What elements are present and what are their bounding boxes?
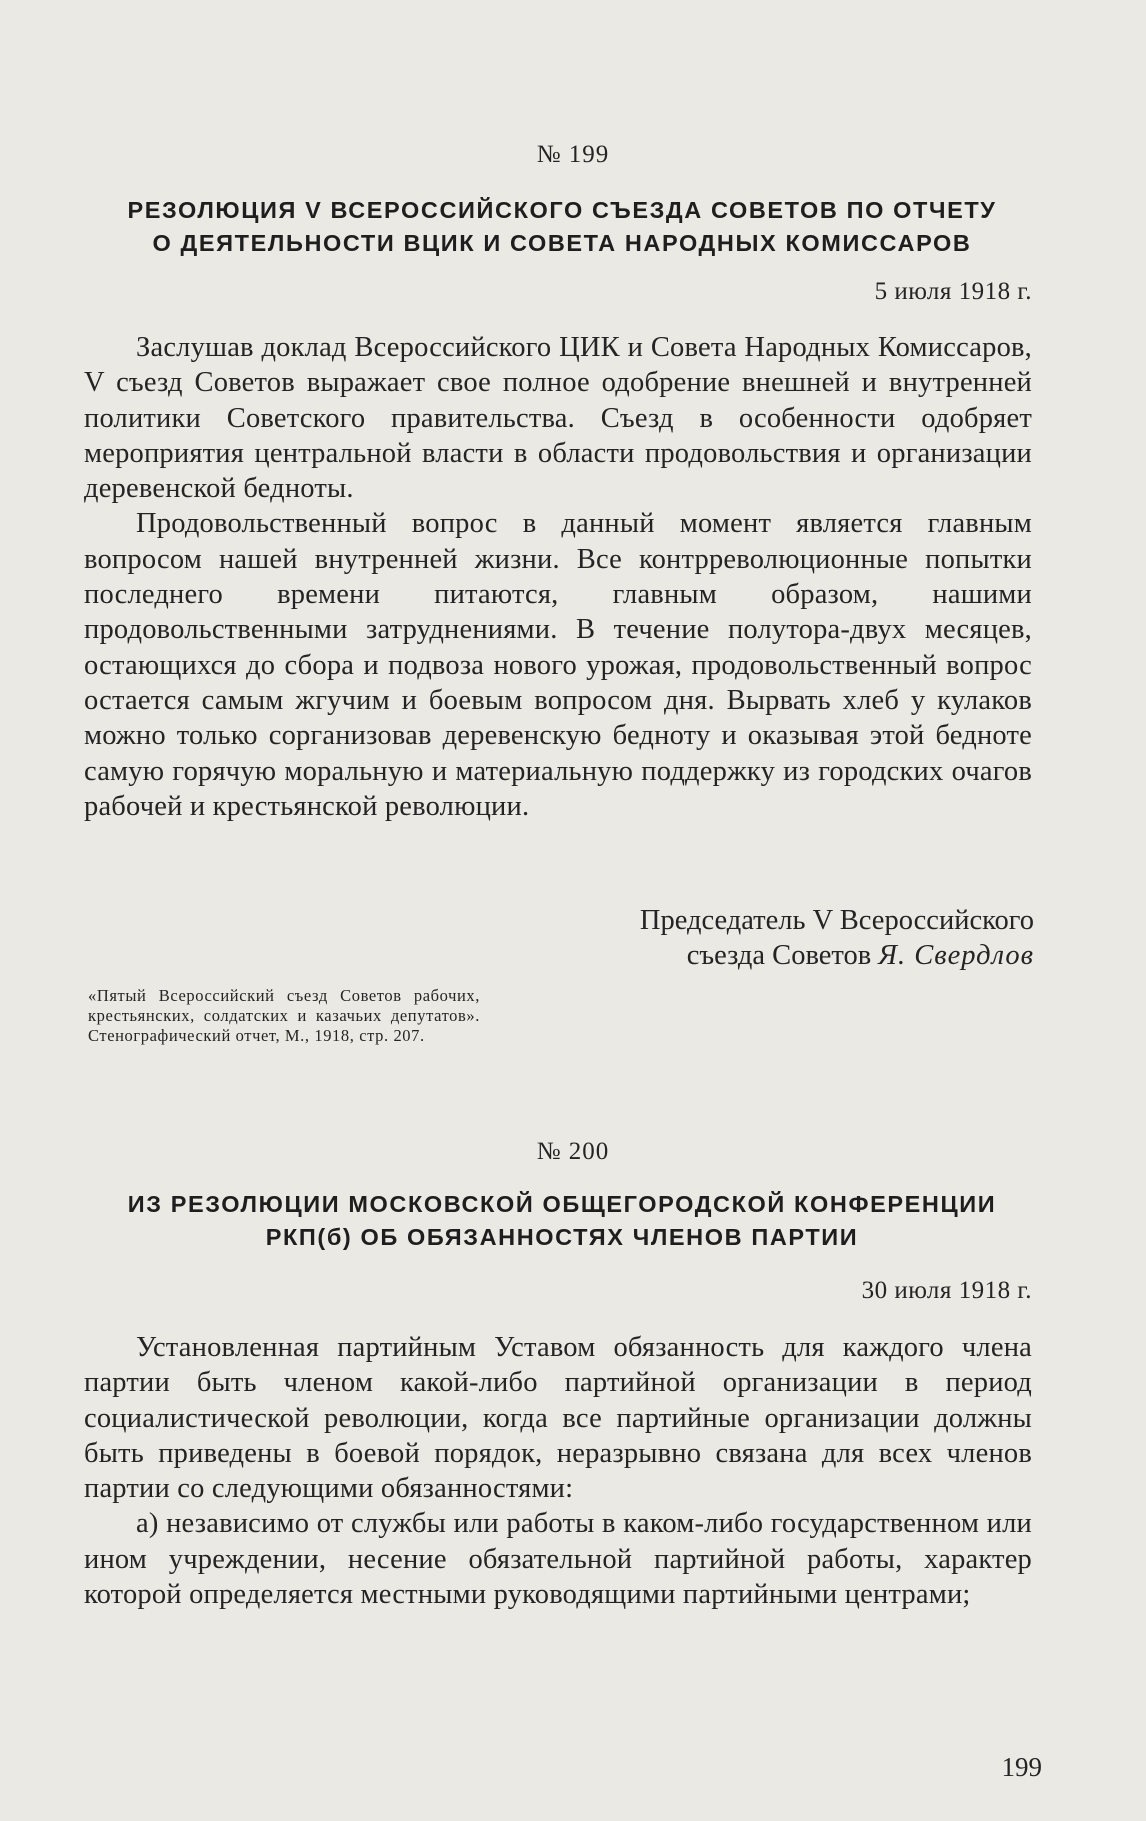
title-line: РКП(б) ОБ ОБЯЗАННОСТЯХ ЧЛЕНОВ ПАРТИИ xyxy=(265,1224,859,1250)
document-date: 5 июля 1918 г. xyxy=(874,278,1032,305)
document-title xyxy=(84,1188,1040,1254)
signature-title: Председатель V Всероссийского xyxy=(639,905,1034,936)
page-number: 199 xyxy=(1001,1752,1042,1782)
document-title xyxy=(84,194,1040,260)
title-line: ИЗ РЕЗОЛЮЦИИ МОСКОВСКОЙ ОБЩЕГОРОДСКОЙ КОНФЕРЕНЦИИ xyxy=(127,1191,997,1217)
title-line: О ДЕЯТЕЛЬНОСТИ ВЦИК И СОВЕТА НАРОДНЫХ КОМИССАРОВ xyxy=(152,230,972,256)
paragraph: а) независимо от службы или работы в каком-либо государственном или ином учреждении, несение обязательной партийной работы, характер которой определяется местными руководящими партийными центрами; xyxy=(84,1508,1032,1611)
signature-block xyxy=(474,903,1034,973)
source-citation: «Пятый Всероссийский съезд Советов рабочих, крестьянских, солдатских и казачьих депутатов». Стенографический отчет, М., 1918, стр. 207. xyxy=(88,986,480,1045)
signature-body: съезда Советов xyxy=(686,940,872,971)
title-line: РЕЗОЛЮЦИЯ V ВСЕРОССИЙСКОГО СЪЕЗДА СОВЕТОВ ПО ОТЧЕТУ xyxy=(127,197,997,223)
document-body xyxy=(84,330,1032,824)
paragraph: Установленная партийным Уставом обязанность для каждого члена партии быть членом какой-либо партийной организации в период социалистической революции, когда все партийные организации должны быть приведены в боевой порядок, неразрывно связана для всех членов партии со следующими обязанностями: xyxy=(84,1332,1032,1505)
signature-line xyxy=(474,938,1034,973)
signature-name: Я. Свердлов xyxy=(878,940,1034,971)
document-date: 30 июля 1918 г. xyxy=(861,1277,1032,1304)
paragraph: Продовольственный вопрос в данный момент является главным вопросом нашей внутренней жизни. Все контрреволюционные попытки последнего времени питаются, главным образом, нашими продовольственными затруднениями. В течение полутора-двух месяцев, остающихся до сбора и подвоза нового урожая, продовольственный вопрос остается самым жгучим и боевым вопросом дня. Вырвать хлеб у кулаков можно только сорганизовав деревенскую бедноту и оказывая этой бедноте самую горячую моральную и материальную поддержку из городских очагов рабочей и крестьянской революции. xyxy=(84,508,1032,822)
document-body xyxy=(84,1330,1032,1612)
paragraph: Заслушав доклад Всероссийского ЦИК и Совета Народных Комиссаров, V съезд Советов выражает свое полное одобрение внешней и внутренней политики Советского правительства. Съезд в особенности одобряет мероприятия центральной власти в области продовольствия и организации деревенской бедноты. xyxy=(84,332,1032,505)
document-number: № 200 xyxy=(536,1138,610,1165)
document-number: № 199 xyxy=(536,141,610,168)
